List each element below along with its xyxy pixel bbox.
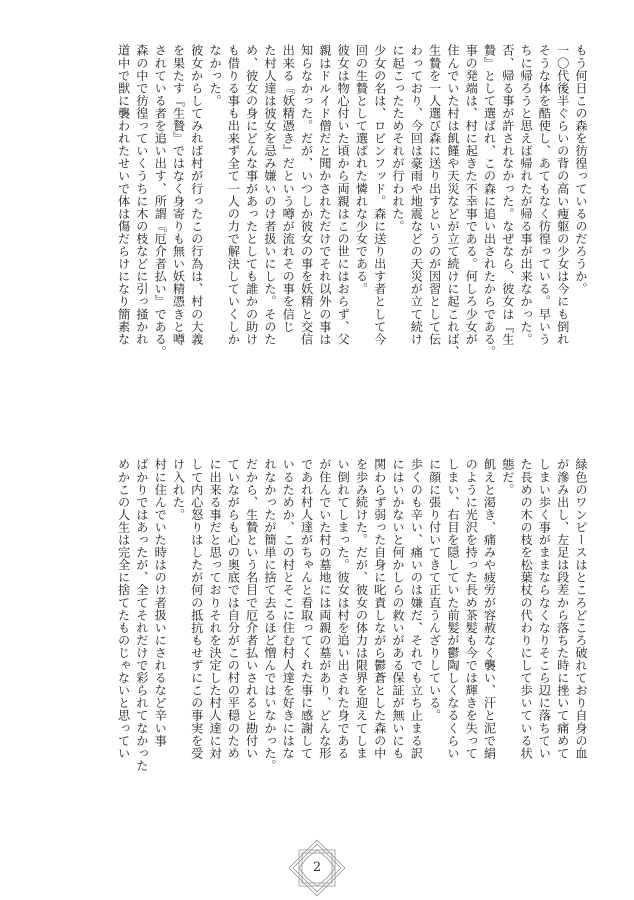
text-column: 村に住んでいた時はのけ者扱いにされるなど辛い事 bbox=[153, 458, 168, 747]
text-column: だから、生贄という名目で厄介者払いされると勘付い bbox=[244, 458, 259, 760]
text-column: そうな体を酷使し、あてもなく彷徨っている。早いう bbox=[537, 44, 552, 346]
text-column: が住んでいた村の墓地には両親の墓があり、どんな形 bbox=[317, 458, 332, 760]
text-column: 知らなかった。だが、いつしか彼女の事を妖精と交信 bbox=[299, 44, 314, 346]
text-column: 関わらず弱った自身に叱責しながら鬱蒼とした森の中 bbox=[372, 458, 387, 760]
text-column: されている者を追い出す、所謂『厄介者払い』である。 bbox=[153, 44, 168, 358]
text-column: 否、帰る事が許されなかった。なぜなら、彼女は『生 bbox=[500, 44, 515, 346]
text-column: 出来る『妖精憑き』だという噂が流れその事を信じ bbox=[281, 44, 296, 333]
text-column: なかった。 bbox=[208, 44, 223, 107]
text-column: 生贄を一人選び森に送り出すというのが因習として伝 bbox=[427, 44, 442, 346]
text-column: 少女の名は、ロビンフッド。森に送り出す者として今 bbox=[372, 44, 387, 346]
text-column: にはいかないと何かしらの救いがある保証が無いにも bbox=[391, 458, 406, 760]
text-column: に出来る事だと思っておりそれを決定した村人達に対 bbox=[208, 458, 223, 760]
top-text-block bbox=[40, 44, 590, 444]
text-column: 道中で獣に襲われたせいで体は傷だらけになり簡素な bbox=[116, 44, 131, 346]
text-column: もう何日この森を彷徨っているのだろうか。 bbox=[574, 44, 588, 295]
text-column: も借りる事も出来ず全て一人の力で解決していくしか bbox=[226, 44, 241, 346]
text-column: れなかったが簡単に捨て去るほど憎んではいなかった。 bbox=[262, 458, 277, 772]
text-column: 彼女からしてみれば村が行ったこの行為は、村の大義 bbox=[189, 44, 204, 346]
text-column: わっており、今回は豪雨や地震などの天災が立て続け bbox=[409, 44, 424, 346]
text-column: 事の発端は、村に起きた不幸事である。何しろ少女が bbox=[464, 44, 479, 346]
text-column: して内心怒りはしたが何の抵抗もせずにこの事実を受 bbox=[189, 458, 204, 760]
text-column: 態だ。 bbox=[500, 458, 515, 496]
text-column: 歩くのも辛い、痛いのは嫌だ、それでも立ち止まる訳 bbox=[409, 458, 424, 760]
text-column: め、彼女の身にどんな事があったとしても誰かの助け bbox=[244, 44, 259, 346]
text-column: 住んでいた村は飢饉や天災などが立て続けに起これば、 bbox=[445, 44, 460, 358]
text-column: た長めの木の枝を松葉杖の代わりにして歩いている状 bbox=[519, 458, 534, 760]
text-column: に顔に張り付いてきて正直うんざりしている。 bbox=[427, 458, 442, 722]
text-column: 親はドルイド僧だと聞かされただけでそれ以外の事は bbox=[317, 44, 332, 346]
text-column: しまい、右目を隠していた前髪が鬱陶しくなるくらい bbox=[445, 458, 460, 760]
page-footer bbox=[0, 838, 634, 900]
text-column: を果たす『生贄』ではなく身寄りも無い妖精憑きと噂 bbox=[171, 44, 186, 346]
text-column: 贄』として選ばれ、この森に追い出されたからである。 bbox=[482, 44, 497, 358]
text-column: しまい歩く事がままならなくなりそこら辺に落ちてい bbox=[537, 458, 552, 760]
text-column: け入れた。 bbox=[171, 458, 186, 521]
text-column: めかこの人生は完全に捨てたものじゃないと思ってい bbox=[116, 458, 131, 760]
text-column: ばかりではあったが、全てそれだけで彩られてなかった bbox=[134, 458, 149, 772]
text-column: 彼女は物心付いた頃から両親はこの世にはおらず、父 bbox=[336, 44, 351, 346]
text-column: に起こったためそれが行われた。 bbox=[391, 44, 406, 233]
bottom-text-block bbox=[40, 458, 590, 858]
text-column: た村人達は彼女を忌み嫌いのけ者扱いにした。そのた bbox=[262, 44, 277, 346]
text-column: 緑色のワンピースはところどころ破れており自身の血 bbox=[574, 458, 588, 760]
text-column: いるためか、この村とそこに住む村人達を好きにはな bbox=[281, 458, 296, 760]
text-column: 森の中で彷徨っていくうちに木の枝などに引っ掻かれ bbox=[134, 44, 149, 346]
text-column: を歩み続けた。だが、彼女の体力は限界を迎えてしま bbox=[354, 458, 369, 760]
text-column: が滲み出し、左足は段差から落ちた時に挫いて痛めて bbox=[555, 458, 570, 760]
page-number: 2 bbox=[312, 860, 322, 875]
text-column: のように光沢を持った長め茶髪も今では輝きを失って bbox=[464, 458, 479, 760]
text-column: 回の生贄として選ばれた憐れな少女である。 bbox=[354, 44, 369, 295]
text-column: ていながらも心の奥底では自分がこの村の平穏のため bbox=[226, 458, 241, 760]
text-column: 飢えと渇き、痛みや疲労が容赦なく襲い、汗と泥で絹 bbox=[482, 458, 497, 760]
text-column: い倒れてしまった。彼女は村を追い出された身である bbox=[336, 458, 351, 760]
text-column: ちに帰ろうと思えば帰れたが帰る事が出来なかった。 bbox=[519, 44, 534, 346]
text-column: 一〇代後半ぐらいの背の高い痩躯の少女は今にも倒れ bbox=[555, 44, 570, 346]
text-column: であれ村人達がちゃんと看取ってくれた事に感謝して bbox=[299, 458, 314, 760]
